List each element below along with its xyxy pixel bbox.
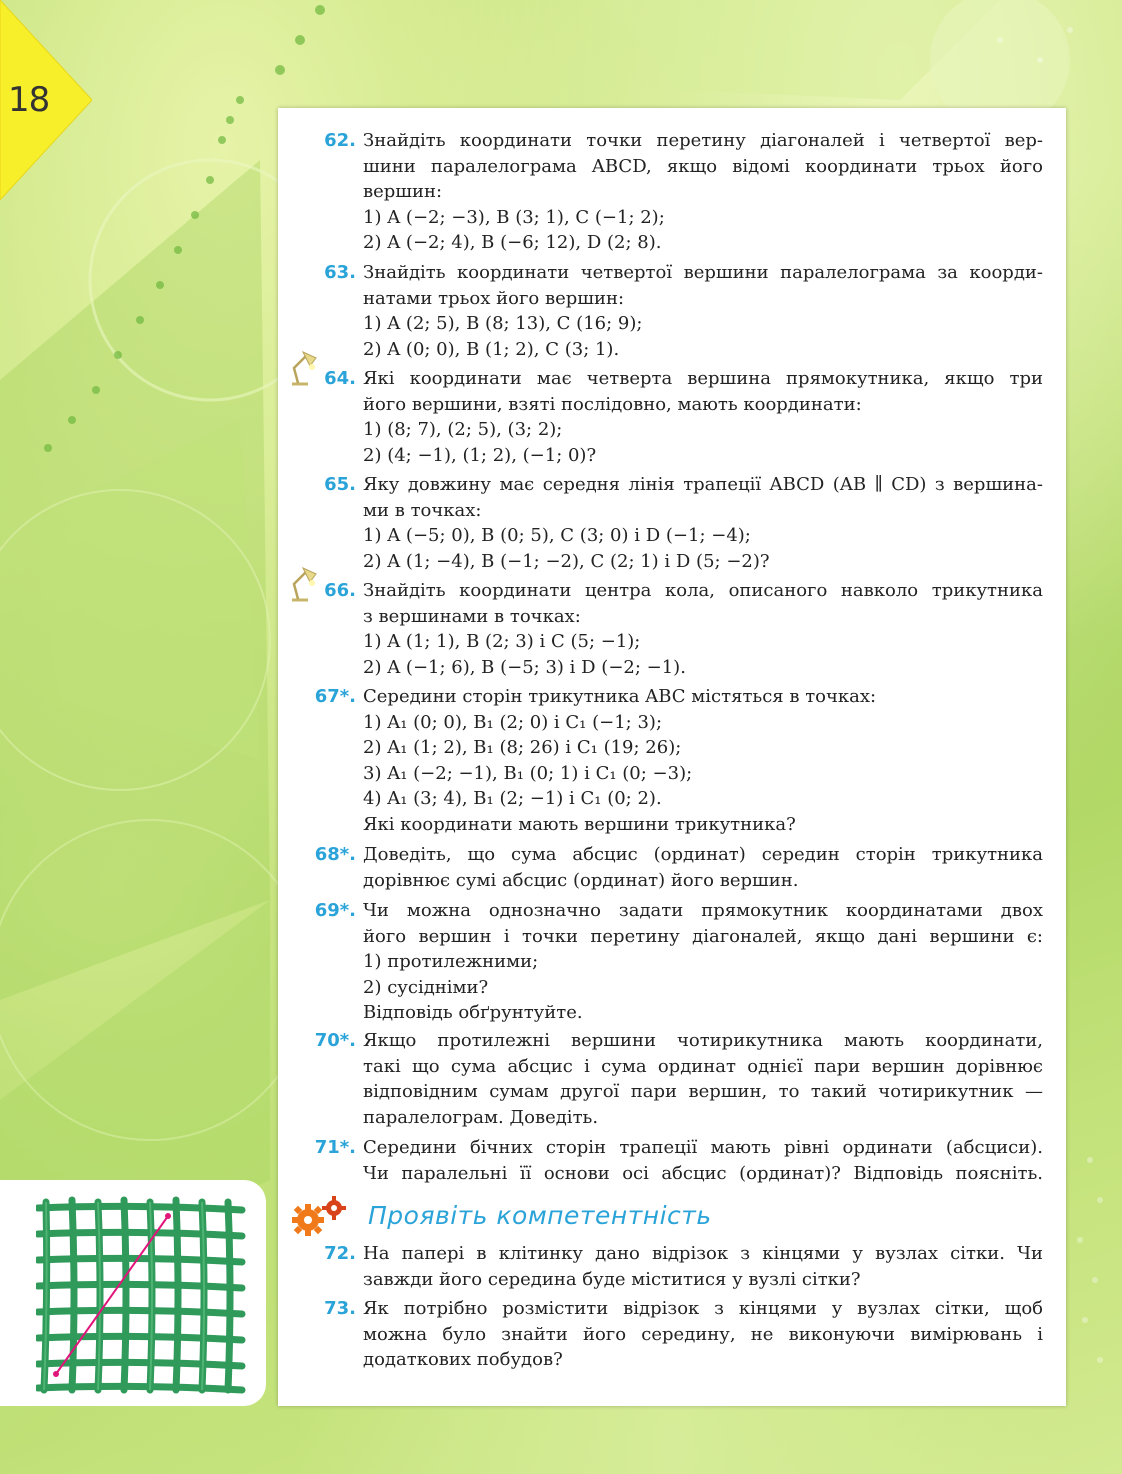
exercise-text: Відповідь обґрунтуйте. xyxy=(363,1002,583,1023)
exercise-text: Чи можна однозначно задати прямокутник координатами двох xyxy=(363,900,1043,921)
exercise-text: Знайдіть координати точки перетину діагоналей і четвертої вер- xyxy=(363,130,1043,151)
exercise-text: з вершинами в точках: xyxy=(363,605,581,627)
exercise-text: 1) (8; 7), (2; 5), (3; 2); xyxy=(363,419,563,440)
exercise-panel xyxy=(278,108,1066,1406)
exercise-text: 1) A (−5; 0), B (0; 5), C (3; 0) і D (−1; −4); xyxy=(363,525,751,546)
exercise-number: 63. xyxy=(324,262,356,283)
exercise-text: Якщо протилежні вершини чотирикутника мають координати, xyxy=(363,1030,1043,1051)
exercise-number: 62. xyxy=(324,130,356,151)
exercise-text: 2) A (−2; 4), B (−6; 12), D (2; 8). xyxy=(363,232,662,253)
exercise-text: Знайдіть координати центра кола, описаного навколо трикутника xyxy=(363,580,1043,601)
exercise-text: 1) A (1; 1), B (2; 3) і C (5; −1); xyxy=(363,631,641,652)
exercise-text: 1) протилежними; xyxy=(363,951,539,972)
grid-illustration-card xyxy=(0,1180,266,1406)
exercise-text: Середини бічних сторін трапеції мають рівні ординати (абсциси). xyxy=(363,1137,1043,1158)
segment-endpoint xyxy=(165,1213,171,1219)
exercise-text: завжди його середина буде міститися у вузлі сітки? xyxy=(363,1268,861,1290)
exercise-number: 64. xyxy=(324,368,356,389)
exercise-text: ми в точках: xyxy=(363,499,482,521)
exercise-text: його вершин і точки перетину діагоналей, якщо дані вершини є: xyxy=(363,925,1043,947)
exercise-text: натами трьох його вершин: xyxy=(363,287,625,309)
exercise-text: можна було знайти його середину, не виконуючи вимірювань і xyxy=(363,1323,1043,1345)
exercise-text: 2) A (0; 0), B (1; 2), C (3; 1). xyxy=(363,338,620,360)
exercise-text: його вершини, взяті послідовно, мають координати: xyxy=(363,393,862,415)
exercise-text: 2) сусідніми? xyxy=(363,976,489,998)
exercise-text: додаткових побудов? xyxy=(363,1349,563,1370)
exercise-text: Яку довжину має середня лінія трапеції ABCD (AB ∥ CD) з вершина- xyxy=(363,474,1043,495)
grid-illustration xyxy=(36,1194,246,1394)
exercise-text: 1) A (−2; −3), B (3; 1), C (−1; 2); xyxy=(363,206,665,228)
exercise-text: паралелограм. Доведіть. xyxy=(363,1106,599,1128)
exercise-text: Чи паралельні її основи осі абсцис (ординат)? Відповідь поясніть. xyxy=(363,1162,1043,1184)
exercise-number: 65. xyxy=(324,474,356,495)
exercise-text: 2) A₁ (1; 2), B₁ (8; 26) і C₁ (19; 26); xyxy=(363,737,682,758)
exercise-text: відповідним сумам другої пари вершин, то такий чотирикутник — xyxy=(363,1081,1043,1102)
exercise-text: 1) A₁ (0; 0), B₁ (2; 0) і C₁ (−1; 3); xyxy=(363,711,663,733)
exercise-number: 67*. xyxy=(314,686,356,707)
exercise-text: 1) A (2; 5), B (8; 13), C (16; 9); xyxy=(363,313,643,334)
exercise-text: Які координати має четверта вершина прямокутника, якщо три xyxy=(363,368,1043,389)
exercise-text: Які координати мають вершини трикутника? xyxy=(363,813,796,835)
exercise-number: 66. xyxy=(324,580,356,601)
exercise-text: дорівнює сумі абсцис (ординат) його вершин. xyxy=(363,869,799,891)
exercise-text: вершин: xyxy=(363,181,443,202)
exercise-number: 72. xyxy=(324,1243,356,1264)
exercise-text: На папері в клітинку дано відрізок з кінцями у вузлах сітки. Чи xyxy=(363,1243,1043,1264)
section-title: Проявіть компетентність xyxy=(368,1201,712,1230)
exercise-text: Знайдіть координати четвертої вершини паралелограма за коорди- xyxy=(363,262,1043,283)
exercise-number: 73. xyxy=(324,1298,356,1319)
exercise-number: 71*. xyxy=(314,1137,356,1158)
exercise-text: 3) A₁ (−2; −1), B₁ (0; 1) і C₁ (0; −3); xyxy=(363,762,693,784)
segment-endpoint xyxy=(53,1371,59,1377)
gears-icon xyxy=(288,1194,352,1238)
exercise-text: Доведіть, що сума абсцис (ординат) середин сторін трикутника xyxy=(363,844,1043,865)
exercise-text: 2) A (1; −4), B (−1; −2), C (2; 1) і D (5; −2)? xyxy=(363,550,770,572)
exercise-text: шини паралелограма ABCD, якщо відомі координати трьох його xyxy=(363,155,1043,177)
exercise-text: Як потрібно розмістити відрізок з кінцями у вузлах сітки, щоб xyxy=(363,1298,1043,1319)
exercise-number: 70*. xyxy=(314,1030,356,1051)
exercise-text: 2) (4; −1), (1; 2), (−1; 0)? xyxy=(363,444,597,466)
page-number: 18 xyxy=(8,80,50,120)
exercise-text: такі що сума абсцис і сума ординат однієї пари вершин дорівнює xyxy=(363,1055,1043,1077)
exercise-text: 4) A₁ (3; 4), B₁ (2; −1) і C₁ (0; 2). xyxy=(363,788,662,809)
exercise-number: 68*. xyxy=(314,844,356,865)
exercise-text: 2) A (−1; 6), B (−5; 3) і D (−2; −1). xyxy=(363,656,686,678)
exercise-number: 69*. xyxy=(314,900,356,921)
exercise-text: Середини сторін трикутника ABC містяться в точках: xyxy=(363,686,877,707)
